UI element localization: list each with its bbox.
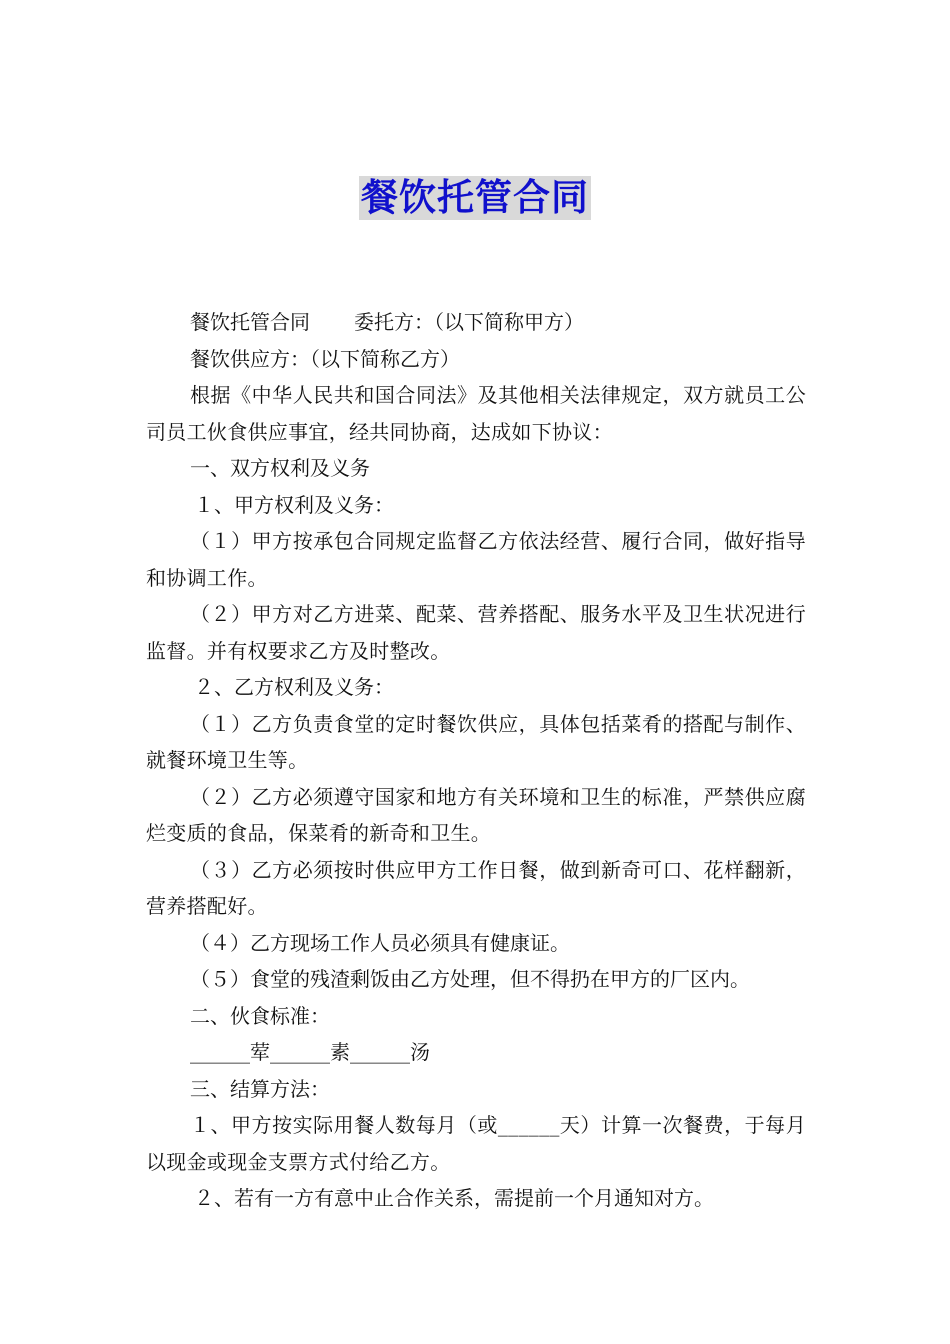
clause-1-2-5: （５）食堂的残渣剩饭由乙方处理，但不得扔在甲方的厂区内。 [190, 967, 750, 991]
section-3-heading: 三、结算方法： [190, 1076, 330, 1101]
party-a-line: 委托方：（以下简称甲方） [354, 310, 584, 334]
paragraph-parties [146, 304, 806, 341]
clause-3-1: １、甲方按实际用餐人数每月（或______天）计算一次餐费，于每月以现金或现金支票方式付给乙方。 [146, 1113, 806, 1174]
document-title: 餐饮托管合同 [361, 176, 589, 219]
clause-1-2-1: （１）乙方负责食堂的定时餐饮供应，具体包括菜肴的搭配与制作、就餐环境卫生等。 [146, 711, 806, 772]
party-b-line: 餐饮供应方：（以下简称乙方） [190, 346, 460, 371]
section-1-heading: 一、双方权利及义务 [190, 456, 370, 480]
clause-1-1-2: （２）甲方对乙方进菜、配菜、营养搭配、服务水平及卫生状况进行监督。并有权要求乙方及时整改。 [146, 602, 806, 663]
section-2-heading: 二、伙食标准： [190, 1003, 330, 1028]
clause-1-1-1: （１）甲方按承包合同规定监督乙方依法经营、履行合同，做好指导和协调工作。 [146, 529, 806, 590]
clause-1-2-4: （４）乙方现场工作人员必须具有健康证。 [190, 930, 570, 955]
preamble: 根据《中华人民共和国合同法》及其他相关法律规定，双方就员工公司员工伙食供应事宜，经共同协商，达成如下协议： [146, 383, 806, 444]
title-container [0, 176, 950, 220]
section-1-2-heading: ２、乙方权利及义务： [194, 675, 394, 699]
clause-1-2-2: （２）乙方必须遵守国家和地方有关环境和卫生的标准，严禁供应腐烂变质的食品，保菜肴的新奇和卫生。 [146, 784, 806, 845]
document-body [146, 304, 806, 1217]
clause-1-2-3: （３）乙方必须按时供应甲方工作日餐，做到新奇可口、花样翻新，营养搭配好。 [146, 857, 806, 918]
meal-standard-line: ______荤______素______汤 [190, 1040, 430, 1064]
clause-3-2: ２、若有一方有意中止合作关系，需提前一个月通知对方。 [194, 1186, 714, 1210]
contract-name: 餐饮托管合同 [190, 310, 310, 334]
section-1-1-heading: １、甲方权利及义务： [194, 492, 394, 517]
